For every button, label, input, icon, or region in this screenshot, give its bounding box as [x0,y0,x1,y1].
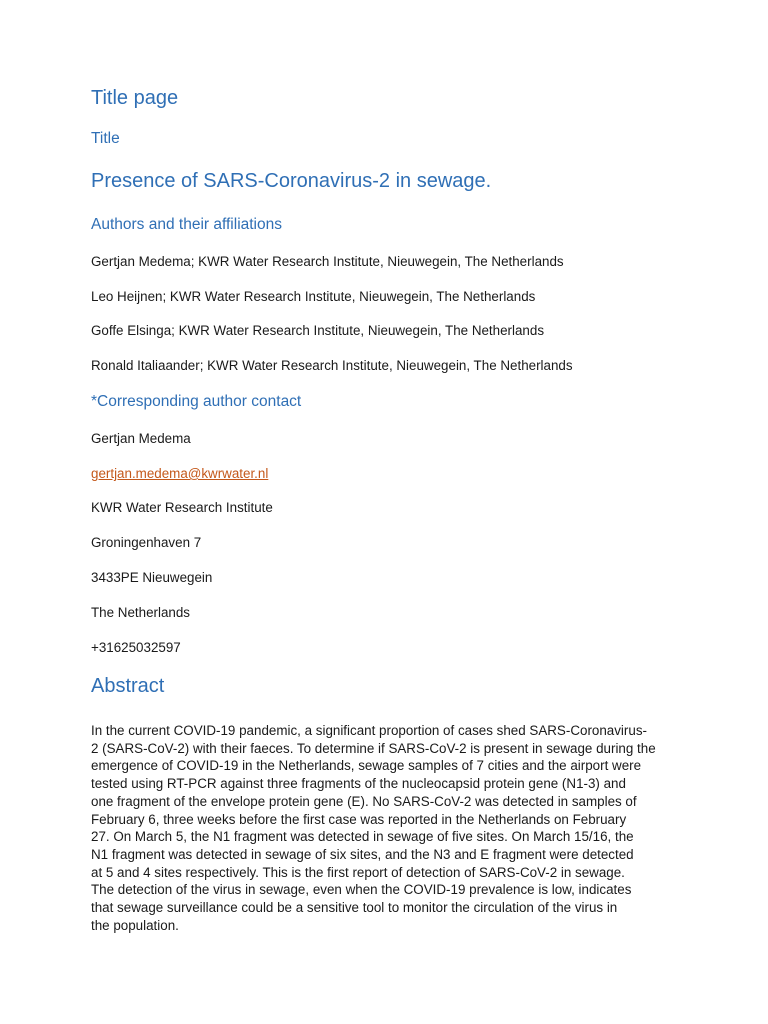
title-label: Title [91,130,120,147]
contact-country: The Netherlands [91,605,190,620]
contact-institute: KWR Water Research Institute [91,500,273,515]
abstract-line: N1 fragment was detected in sewage of six sites, and the N3 and E fragment were detected [91,846,634,862]
author-line: Ronald Italiaander; KWR Water Research Institute, Nieuwegein, The Netherlands [91,358,573,373]
abstract-line: The detection of the virus in sewage, even when the COVID-19 prevalence is low, indicates [91,882,632,898]
abstract-line: February 6, three weeks before the first case was reported in the Netherlands on February [91,811,627,827]
abstract-line: 2 (SARS-CoV-2) with their faeces. To determine if SARS-CoV-2 is present in sewage during the [91,740,656,756]
author-line: Goffe Elsinga; KWR Water Research Institute, Nieuwegein, The Netherlands [91,323,545,338]
contact-name: Gertjan Medema [91,431,191,446]
abstract-line: In the current COVID-19 pandemic, a significant proportion of cases shed SARS-Coronavirus- [91,723,647,738]
author-line: Leo Heijnen; KWR Water Research Institute, Nieuwegein, The Netherlands [91,289,536,304]
abstract-line: that sewage surveillance could be a sensitive tool to monitor the circulation of the virus in [91,900,618,916]
authors-heading: Authors and their affiliations [91,216,282,233]
title-page-heading: Title page [91,87,179,109]
abstract-heading: Abstract [91,675,165,697]
abstract-line: the population. [91,917,179,933]
abstract-line: one fragment of the envelope protein gene (E). No SARS-CoV-2 was detected in samples of [91,793,637,809]
contact-phone: +31625032597 [91,640,181,655]
abstract-line: 27. On March 5, the N1 fragment was detected in sewage of five sites. On March 15/16, the [91,829,634,845]
author-line: Gertjan Medema; KWR Water Research Institute, Nieuwegein, The Netherlands [91,254,564,269]
abstract-body [91,722,679,934]
paper-title: Presence of SARS-Coronavirus-2 in sewage. [91,170,492,192]
abstract-line: tested using RT-PCR against three fragments of the nucleocapsid protein gene (N1-3) and [91,776,626,792]
abstract-line: at 5 and 4 sites respectively. This is the first report of detection of SARS-CoV-2 in sewage. [91,864,625,880]
contact-city: 3433PE Nieuwegein [91,570,213,585]
contact-email-link[interactable]: gertjan.medema@kwrwater.nl [91,466,269,481]
abstract-line: emergence of COVID-19 in the Netherlands, sewage samples of 7 cities and the airport were [91,758,642,774]
contact-heading: *Corresponding author contact [91,393,302,410]
contact-street: Groningenhaven 7 [91,535,202,550]
